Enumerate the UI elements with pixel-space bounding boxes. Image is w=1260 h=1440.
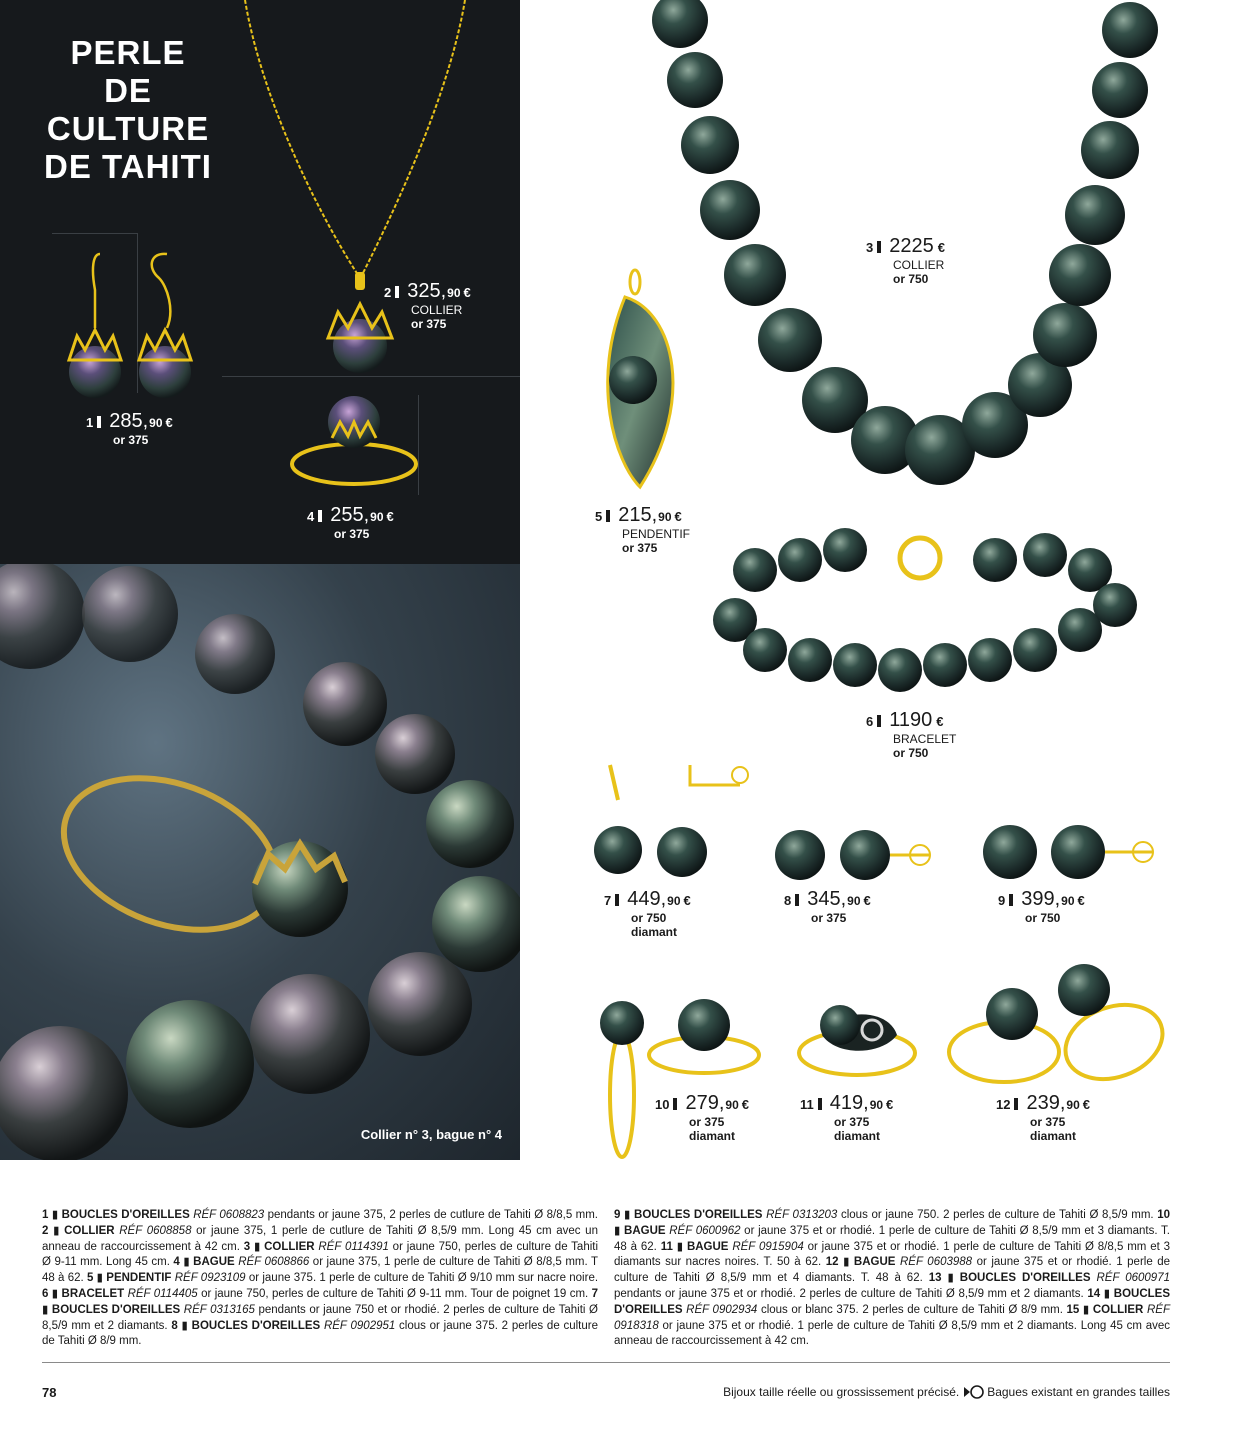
- price: 215,: [618, 504, 658, 526]
- price-tag-2: [384, 281, 471, 331]
- product-number: 7: [604, 893, 612, 908]
- product-stone: diamant: [834, 1129, 881, 1143]
- currency: €: [936, 714, 944, 729]
- desc-ref: RÉF 0313165: [183, 1303, 255, 1316]
- product-number: 8: [784, 893, 792, 908]
- product-number: 5: [595, 509, 603, 524]
- lifestyle-photo: [0, 564, 520, 1160]
- footer-divider: [42, 1362, 1170, 1363]
- price-cents: 90: [1066, 1098, 1080, 1112]
- product-number: 9: [998, 893, 1006, 908]
- desc-name: BOUCLES D'OREILLES: [51, 1303, 181, 1316]
- desc-text: clous or blanc 375. 2 perles de culture de Tahiti Ø 8/9 mm.: [760, 1303, 1063, 1316]
- product-material: or 375: [113, 433, 149, 447]
- price: 279,: [685, 1092, 725, 1114]
- price-tag-1: [86, 411, 173, 447]
- product-type: PENDENTIF: [622, 527, 691, 541]
- product-stone: diamant: [631, 925, 678, 939]
- price-cents: 90: [725, 1098, 739, 1112]
- desc-name: BOUCLES D'OREILLES: [191, 1319, 321, 1332]
- desc-number: 1: [42, 1209, 49, 1221]
- product-material: or 375: [622, 541, 658, 555]
- separator: [795, 894, 799, 906]
- price-cents: 90: [847, 894, 861, 908]
- separator: [606, 510, 610, 522]
- desc-number: 11: [660, 1240, 673, 1253]
- price: 2225: [889, 235, 934, 257]
- price: 449,: [627, 888, 667, 910]
- product-number: 3: [866, 240, 874, 255]
- price-tag-11: [800, 1093, 893, 1143]
- separator: [97, 416, 101, 428]
- desc-number: 7: [591, 1287, 599, 1300]
- desc-text: pendants or jaune 375 et or rhodié. 2 perles de culture de Tahiti Ø 8,5/9 mm et 2 diamants.: [614, 1287, 1084, 1300]
- product-number: 12: [996, 1097, 1011, 1112]
- product-type: BRACELET: [893, 732, 957, 746]
- pearls-photo-illustration: [0, 564, 520, 1160]
- separator: [818, 1098, 822, 1110]
- product-material: or 750: [893, 746, 929, 760]
- product-number: 11: [800, 1097, 814, 1112]
- page-number: 78: [42, 1385, 57, 1400]
- desc-name: BRACELET: [61, 1287, 125, 1300]
- desc-text: or jaune 375 et or rhodié. 1 perle de culture de Tahiti Ø 8,5/9 mm et 3 diamants. T. 48 à 62.: [614, 1224, 1170, 1253]
- page-title-line-3: DE TAHITI: [44, 148, 212, 185]
- product-descriptions-left: 1 ▮ BOUCLES D'OREILLES RÉF 0608823 pendants or jaune 375, 2 perles de cutlure de Tahiti Ø 8/8,5 mm. 2 ▮ COLLIER RÉF 0608858 or jaune 375, 1 perle de cutlure de Tahiti Ø 8,5/9 mm. Long 45 cm avec un anneau de raccourcissement à 42 cm. 3 ▮ COLLIER RÉF 0114391 or jaune 750, perles de culture de Tahiti Ø 9-11 mm. Long 45 cm. 4 ▮ BAGUE RÉF 0608866 or jaune 375, 1 perle de culture de Tahiti Ø 8/8,5 mm. T 48 à 62. 5 ▮ PENDENTIF RÉF 0923109 or jaune 375. 1 perle de culture de Tahiti Ø 9/10 mm sur nacre noire. 6 ▮ BRACELET RÉF 0114405 or jaune 750, perles de culture de Tahiti Ø 9-11 mm. Tour de poignet 19 cm. 7 ▮ BOUCLES D'OREILLES RÉF 0313165 pendants or jaune 750 et or rhodié. 2 perles de culture de Tahiti Ø 8,5/9 mm et 2 diamants. 8 ▮ BOUCLES D'OREILLES RÉF 0902951 clous or jaune 375. 2 perles de culture de Tahiti Ø 8/9 mm.: [42, 1209, 599, 1348]
- desc-number: 4: [173, 1256, 180, 1269]
- desc-ref: RÉF 0918318: [614, 1303, 1170, 1332]
- currency: €: [741, 1097, 749, 1112]
- earrings-9-image: [978, 822, 1168, 882]
- earrings-7-image: [590, 760, 750, 885]
- separator: [318, 510, 322, 522]
- desc-name: BOUCLES D'OREILLES: [959, 1272, 1091, 1285]
- page-title: [28, 34, 228, 186]
- ring-4-image: [284, 392, 424, 502]
- ring-12-image: [944, 962, 1174, 1092]
- desc-ref: RÉF 0915904: [732, 1240, 804, 1253]
- earrings-8-image: [770, 825, 940, 885]
- product-material: or 375: [1030, 1115, 1066, 1129]
- desc-text: clous or jaune 750. 2 perles de culture de Tahiti Ø 8,5/9 mm.: [840, 1209, 1154, 1221]
- desc-number: 12: [825, 1256, 839, 1269]
- desc-text: or jaune 375, 1 perle de cutlure de Tahiti Ø 8,5/9 mm. Long 45 cm avec un anneau de raccourcissement à 42 cm.: [42, 1224, 598, 1253]
- product-material: or 750: [631, 911, 667, 925]
- desc-ref: RÉF 0603988: [899, 1256, 973, 1269]
- desc-text: or jaune 375 et or rhodié. 1 perle de culture de Tahiti Ø 8,5/9 mm et 4 diamants. T. 48 à 62.: [614, 1256, 1171, 1285]
- price-cents: 90: [667, 894, 681, 908]
- page-title-line-2: DE CULTURE: [46, 72, 210, 147]
- price-cents: 90: [370, 510, 384, 524]
- desc-number: 6: [42, 1287, 49, 1300]
- currency: €: [674, 509, 682, 524]
- currency: €: [683, 893, 691, 908]
- price: 1190: [889, 709, 933, 731]
- price-cents: 90: [869, 1098, 884, 1112]
- divider: [52, 233, 138, 234]
- product-number: 4: [307, 509, 315, 524]
- product-descriptions-right: 9 ▮ BOUCLES D'OREILLES RÉF 0313203 clous or jaune 750. 2 perles de culture de Tahiti Ø 8,5/9 mm. 10 ▮ BAGUE RÉF 0600962 or jaune 375 et or rhodié. 1 perle de culture de Tahiti Ø 8,5/9 mm et 3 diamants. T. 48 à 62. 11 ▮ BAGUE RÉF 0915904 or jaune 375 et or rhodié. 1 perle de culture de Tahiti Ø 8/8,5 mm et 3 diamants sur nacres noires. T. 50 à 62. 12 ▮ BAGUE RÉF 0603988 or jaune 375 et or rhodié. 1 perle de culture de Tahiti Ø 8,5/9 mm et 4 diamants. T. 48 à 62. 13 ▮ BOUCLES D'OREILLES RÉF 0600971 pendants or jaune 375 et or rhodié. 2 perles de culture de Tahiti Ø 8,5/9 mm et 2 diamants. 14 ▮ BOUCLES D'OREILLES RÉF 0902934 clous or blanc 375. 2 perles de culture de Tahiti Ø 8/9 mm. 15 ▮ COLLIER RÉF 0918318 or jaune 375 et or rhodié. 1 perle de culture de Tahiti Ø 8,5/9 mm et 2 diamants. Long 45 cm avec anneau de raccourcissement à 42 cm.: [614, 1209, 1171, 1348]
- desc-name: BAGUE: [853, 1256, 896, 1269]
- price: 255,: [330, 504, 370, 526]
- desc-ref: RÉF 0608858: [119, 1224, 192, 1237]
- price-cents: 90: [1061, 894, 1075, 908]
- desc-ref: RÉF 0902951: [323, 1319, 396, 1332]
- product-material: or 375: [411, 317, 447, 331]
- desc-ref: RÉF 0608823: [193, 1209, 265, 1221]
- currency: €: [886, 1097, 894, 1112]
- product-material: or 375: [834, 1115, 870, 1129]
- separator: [1014, 1098, 1018, 1110]
- separator: [877, 715, 881, 727]
- desc-number: 3: [243, 1240, 251, 1253]
- desc-number: 2: [42, 1224, 49, 1237]
- price-cents: 90: [447, 286, 461, 300]
- footer-note: [723, 1385, 1170, 1399]
- desc-name: COLLIER: [1092, 1303, 1144, 1316]
- currency: €: [863, 893, 871, 908]
- product-stone: diamant: [689, 1129, 736, 1143]
- desc-name: BOUCLES D'OREILLES: [634, 1209, 763, 1221]
- desc-ref: RÉF 0114391: [318, 1240, 389, 1253]
- large-sizes-icon: [962, 1385, 984, 1399]
- bracelet-6-image: [705, 525, 1145, 695]
- product-type: COLLIER: [893, 258, 945, 272]
- price-tag-7: [604, 889, 691, 939]
- desc-name: COLLIER: [264, 1240, 315, 1253]
- desc-number: 13: [928, 1272, 942, 1285]
- desc-name: BAGUE: [193, 1256, 235, 1269]
- product-material: or 750: [893, 272, 929, 286]
- separator: [877, 241, 881, 253]
- currency: €: [937, 240, 945, 255]
- price: 239,: [1026, 1092, 1066, 1114]
- desc-name: BAGUE: [624, 1224, 666, 1237]
- desc-text: or jaune 750, perles de culture de Tahiti Ø 9-11 mm. Long 45 cm.: [42, 1240, 599, 1269]
- desc-name: PENDENTIF: [106, 1272, 172, 1285]
- desc-ref: RÉF 0313203: [766, 1209, 838, 1221]
- separator: [1009, 894, 1013, 906]
- desc-ref: RÉF 0600962: [669, 1224, 741, 1237]
- page-title-line-1: PERLE: [70, 34, 186, 71]
- footer-note-real-size: Bijoux taille réelle ou grossissement précisé.: [723, 1385, 960, 1399]
- desc-text: or jaune 375, 1 perle de culture de Tahiti Ø 8/8,5 mm. T 48 à 62.: [42, 1256, 599, 1285]
- desc-number: 9: [614, 1209, 621, 1221]
- desc-number: 5: [87, 1272, 94, 1285]
- desc-ref: RÉF 0902934: [686, 1303, 758, 1316]
- price-tag-6: [866, 710, 956, 760]
- price: 345,: [807, 888, 847, 910]
- product-number: 1: [86, 415, 94, 430]
- desc-name: BAGUE: [686, 1240, 729, 1253]
- price-tag-3: [866, 236, 945, 286]
- currency: €: [165, 415, 173, 430]
- separator: [673, 1098, 677, 1110]
- price: 399,: [1021, 888, 1061, 910]
- currency: €: [1077, 893, 1085, 908]
- desc-number: 10: [1157, 1209, 1171, 1221]
- desc-text: clous or jaune 375. 2 perles de culture de Tahiti Ø 8/9 mm.: [42, 1319, 598, 1348]
- product-number: 6: [866, 714, 874, 729]
- desc-name: BOUCLES D'OREILLES: [614, 1287, 1171, 1316]
- currency: €: [463, 285, 471, 300]
- price: 419,: [829, 1092, 869, 1114]
- product-material: or 375: [689, 1115, 725, 1129]
- price-tag-12: [996, 1093, 1090, 1143]
- desc-number: 8: [171, 1319, 178, 1332]
- pendant-5-image: [585, 262, 695, 502]
- price-tag-5: [595, 505, 690, 555]
- desc-text: or jaune 750, perles de culture de Tahiti Ø 9-11 mm. Tour de poignet 19 cm.: [201, 1287, 589, 1300]
- price-cents: 90: [149, 416, 163, 430]
- desc-ref: RÉF 0600971: [1096, 1272, 1170, 1285]
- product-material: or 375: [334, 527, 370, 541]
- product-stone: diamant: [1030, 1129, 1077, 1143]
- separator: [395, 286, 399, 298]
- currency: €: [1082, 1097, 1090, 1112]
- price-tag-8: [784, 889, 871, 925]
- desc-text: or jaune 375 et or rhodié. 1 perle de culture de Tahiti Ø 8,5/9 mm et 2 diamants. Long 45 cm avec anneau de raccourcissement à 42 cm.: [614, 1319, 1170, 1348]
- desc-number: 15: [1066, 1303, 1080, 1316]
- ring-11-image: [792, 995, 922, 1085]
- desc-name: BOUCLES D'OREILLES: [61, 1209, 190, 1221]
- product-number: 10: [655, 1097, 670, 1112]
- product-material: or 750: [1025, 911, 1061, 925]
- price: 325,: [407, 280, 447, 302]
- currency: €: [386, 509, 394, 524]
- price-tag-9: [998, 889, 1085, 925]
- footer-note-large-sizes: Bagues existant en grandes tailles: [987, 1385, 1170, 1399]
- earrings-1-image: [55, 250, 215, 410]
- desc-ref: RÉF 0608866: [238, 1256, 310, 1269]
- product-type: COLLIER: [411, 303, 463, 317]
- desc-ref: RÉF 0923109: [174, 1272, 246, 1285]
- desc-name: COLLIER: [64, 1224, 115, 1237]
- desc-ref: RÉF 0114405: [127, 1287, 198, 1300]
- price-cents: 90: [658, 510, 672, 524]
- separator: [615, 894, 619, 906]
- price-tag-4: [307, 505, 394, 541]
- desc-number: 14: [1087, 1287, 1101, 1300]
- desc-text: pendants or jaune 375, 2 perles de cutlure de Tahiti Ø 8/8,5 mm.: [267, 1209, 598, 1221]
- photo-caption: Collier n° 3, bague n° 4: [360, 1127, 502, 1142]
- product-material: or 375: [811, 911, 847, 925]
- product-number: 2: [384, 285, 392, 300]
- desc-text: or jaune 375 et or rhodié. 1 perle de culture de Tahiti Ø 8/8,5 mm et 3 diamants sur nacres noires. T. 50 à 62.: [614, 1240, 1171, 1269]
- desc-text: pendants or jaune 750 et or rhodié. 2 perles de culture de Tahiti Ø 8,5/9 mm et 2 diamants.: [42, 1303, 598, 1332]
- desc-text: or jaune 375. 1 perle de culture de Tahiti Ø 9/10 mm sur nacre noire.: [248, 1272, 599, 1285]
- price-tag-10: [655, 1093, 749, 1143]
- price: 285,: [109, 410, 149, 432]
